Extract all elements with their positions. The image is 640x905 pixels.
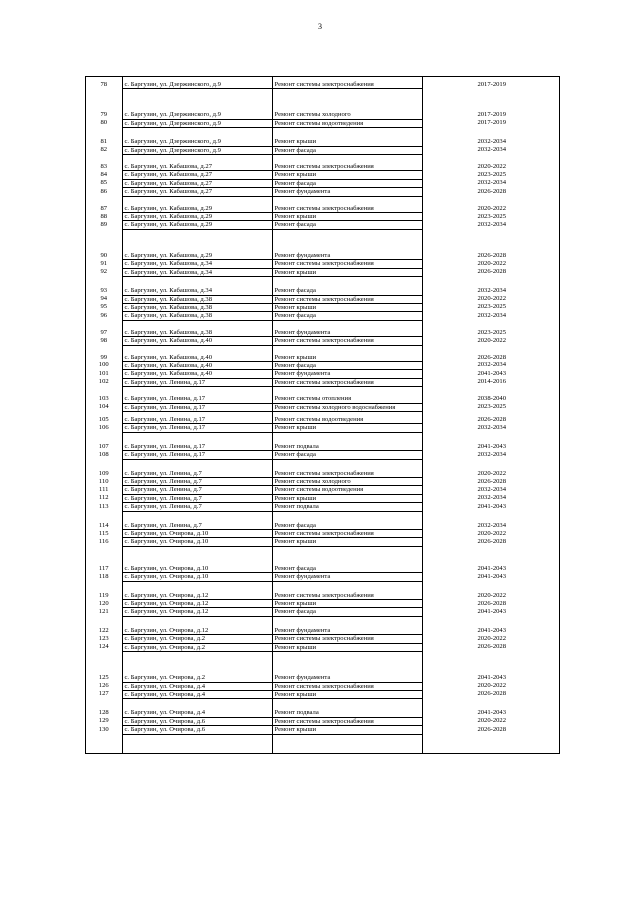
row-number: 78 [100,81,108,88]
row-period: 2032-2034 [422,179,561,187]
row-work-type: Ремонт системы электроснабжения [272,530,422,538]
row-address: с. Баргузин, ул. Очирова, д.2 [122,674,272,682]
row-address: с. Баргузин, ул. Кабашова, д.38 [122,303,272,311]
table-row [86,205,561,213]
row-work-type: Ремонт крыши [272,268,422,276]
row-work-type: Ремонт фасада [272,565,422,573]
row-period: 2032-2034 [422,312,561,320]
row-period: 2041-2043 [422,627,561,635]
table-row [86,361,561,369]
row-spacer [86,734,561,753]
row-work-type: Ремонт фасада [272,361,422,369]
row-spacer [86,320,561,329]
row-number: 127 [98,690,109,698]
row-period: 2023-2025 [422,329,561,337]
row-address: с. Баргузин, ул. Кабашова, д.27 [122,163,272,171]
row-work-type: Ремонт крыши [272,643,422,651]
row-period: 2020-2022 [422,295,561,303]
row-address: с. Баргузин, ул. Очирова, д.6 [122,726,272,734]
table-row [86,329,561,337]
row-period: 2041-2043 [422,674,561,682]
row-work-type: Ремонт фасада [272,179,422,187]
row-address: с. Баргузин, ул. Кабашова, д.40 [122,361,272,369]
row-number: 89 [100,220,108,228]
row-number: 118 [98,572,109,580]
table-row [86,416,561,424]
row-period: 2026-2028 [422,690,561,698]
row-period: 2020-2022 [422,205,561,213]
table-row [86,494,561,502]
table-row [86,443,561,451]
table-row [86,370,561,378]
row-address: с. Баргузин, ул. Очирова, д.10 [122,573,272,581]
row-number: 81 [100,138,108,146]
row-period: 2026-2028 [422,188,561,196]
row-spacer [86,229,561,252]
row-number: 105 [98,415,109,423]
row-spacer [86,699,561,710]
row-number: 91 [100,259,108,267]
row-period: 2020-2022 [422,592,561,600]
row-number: 80 [100,119,108,127]
row-number: 82 [100,146,108,154]
repair-schedule-table [85,76,560,754]
row-spacer [86,196,561,205]
row-period: 2032-2034 [422,287,561,295]
row-work-type: Ремонт фундамента [272,329,422,337]
row-number: 93 [100,287,108,295]
row-period: 2023-2025 [422,403,561,411]
row-number: 112 [98,494,109,502]
row-number: 113 [98,502,109,510]
row-number: 107 [98,442,109,450]
row-work-type: Ремонт фасада [272,221,422,229]
row-number: 100 [98,361,109,369]
row-address: с. Баргузин, ул. Ленина, д.17 [122,424,272,432]
row-work-type: Ремонт системы водоотведения [272,119,422,127]
table-row [86,287,561,295]
row-spacer [86,89,561,112]
row-address: с. Баргузин, ул. Дзержинского, д.9 [122,119,272,127]
row-number: 104 [98,403,109,411]
row-number: 79 [100,111,108,119]
row-number: 125 [98,674,109,682]
row-number: 122 [98,626,109,634]
row-period: 2032-2034 [422,486,561,494]
row-period: 2023-2025 [422,213,561,221]
row-period: 2041-2043 [422,565,561,573]
row-address: с. Баргузин, ул. Кабашова, д.40 [122,337,272,345]
table-row [86,268,561,276]
row-period: 2023-2025 [422,171,561,179]
row-period: 2041-2043 [422,503,561,511]
row-work-type: Ремонт фасада [272,522,422,530]
row-period: 2026-2028 [422,600,561,608]
row-spacer [86,616,561,627]
table-row [86,503,561,511]
row-period: 2032-2034 [422,146,561,154]
row-work-type: Ремонт фасада [272,451,422,459]
row-work-type: Ремонт фасада [272,287,422,295]
row-spacer [86,155,561,164]
row-address: с. Баргузин, ул. Ленина, д.7 [122,470,272,478]
row-period: 2017-2019 [422,119,561,127]
row-address: с. Баргузин, ул. Ленина, д.17 [122,378,272,386]
table-row [86,592,561,600]
table-row [86,395,561,403]
row-period: 2026-2028 [422,478,561,486]
row-address: с. Баргузин, ул. Кабашова, д.29 [122,221,272,229]
row-period: 2041-2043 [422,608,561,616]
table-row [86,146,561,154]
row-number: 111 [99,485,109,493]
row-number: 94 [100,295,108,302]
row-address: с. Баргузин, ул. Очирова, д.10 [122,530,272,538]
table-row [86,470,561,478]
row-address: с. Баргузин, ул. Кабашова, д.38 [122,312,272,320]
row-spacer [86,432,561,443]
row-period: 2020-2022 [422,682,561,690]
row-address: с. Баргузин, ул. Ленина, д.7 [122,522,272,530]
row-number: 95 [100,303,108,311]
row-period: 2026-2028 [422,252,561,260]
row-work-type: Ремонт системы электроснабжения [272,378,422,386]
row-work-type: Ремонт фундамента [272,573,422,581]
row-work-type: Ремонт крыши [272,424,422,432]
row-work-type: Ремонт системы водоотведения [272,416,422,424]
table-row [86,260,561,268]
row-number: 115 [98,529,109,537]
row-address: с. Баргузин, ул. Ленина, д.17 [122,403,272,411]
row-spacer [86,459,561,470]
row-number: 99 [100,353,108,361]
table-row [86,213,561,221]
row-address: с. Баргузин, ул. Кабашова, д.29 [122,252,272,260]
row-number: 124 [98,643,109,651]
row-address: с. Баргузин, ул. Кабашова, д.40 [122,354,272,362]
table-row [86,295,561,303]
row-number: 130 [98,725,109,733]
table-row [86,81,561,89]
row-number: 116 [98,537,109,545]
row-work-type: Ремонт подвала [272,709,422,717]
row-work-type: Ремонт фундамента [272,370,422,378]
row-period: 2020-2022 [422,470,561,478]
row-work-type: Ремонт системы электроснабжения [272,337,422,345]
row-address: с. Баргузин, ул. Кабашова, д.38 [122,295,272,303]
row-number: 90 [100,251,108,259]
table-row [86,188,561,196]
row-work-type: Ремонт крыши [272,494,422,502]
row-work-type: Ремонт фасада [272,146,422,154]
row-work-type: Ремонт системы электроснабжения [272,81,422,89]
table-row [86,163,561,171]
table-row [86,600,561,608]
row-number: 102 [98,378,109,386]
row-address: с. Баргузин, ул. Очирова, д.4 [122,709,272,717]
row-period: 2032-2034 [422,494,561,502]
table-row [86,354,561,362]
table-row [86,119,561,127]
table-row [86,682,561,690]
row-period: 2020-2022 [422,337,561,345]
row-address: с. Баргузин, ул. Дзержинского, д.9 [122,81,272,89]
row-number: 103 [98,395,109,403]
row-number: 98 [100,336,108,344]
row-work-type: Ремонт системы электроснабжения [272,635,422,643]
row-address: с. Баргузин, ул. Ленина, д.7 [122,503,272,511]
row-address: с. Баргузин, ул. Ленина, д.17 [122,416,272,424]
row-work-type: Ремонт системы электроснабжения [272,470,422,478]
row-period: 2041-2043 [422,443,561,451]
row-address: с. Баргузин, ул. Ленина, д.7 [122,478,272,486]
table-row [86,627,561,635]
row-work-type: Ремонт системы электроснабжения [272,260,422,268]
table-row [86,674,561,682]
row-number: 110 [98,477,109,485]
row-work-type: Ремонт фасада [272,608,422,616]
row-work-type: Ремонт системы электроснабжения [272,592,422,600]
row-spacer [86,387,561,396]
row-address: с. Баргузин, ул. Очирова, д.6 [122,717,272,725]
table-row [86,726,561,734]
page-number: 3 [318,22,322,31]
row-number: 114 [98,521,109,529]
row-address: с. Баргузин, ул. Очирова, д.12 [122,627,272,635]
row-number: 101 [98,369,109,377]
row-work-type: Ремонт фундамента [272,188,422,196]
row-address: с. Баргузин, ул. Кабашова, д.29 [122,205,272,213]
row-work-type: Ремонт крыши [272,600,422,608]
row-address: с. Баргузин, ул. Очирова, д.12 [122,608,272,616]
table-row [86,378,561,386]
row-period: 2032-2034 [422,451,561,459]
row-period: 2032-2034 [422,522,561,530]
table-body [86,77,561,753]
row-number: 121 [98,607,109,615]
table-row [86,478,561,486]
row-number: 87 [100,204,108,212]
row-number: 106 [98,423,109,431]
row-number: 83 [100,163,108,171]
table-row [86,635,561,643]
table-row [86,709,561,717]
row-address: с. Баргузин, ул. Очирова, д.12 [122,600,272,608]
row-address: с. Баргузин, ул. Кабашова, д.34 [122,268,272,276]
row-number: 119 [98,591,109,599]
row-period: 2041-2043 [422,573,561,581]
row-address: с. Баргузин, ул. Дзержинского, д.9 [122,111,272,119]
table-row [86,111,561,119]
row-period: 2020-2022 [422,635,561,643]
table-row [86,522,561,530]
row-number: 85 [100,179,108,187]
table-row [86,530,561,538]
table-row [86,451,561,459]
row-spacer [86,652,561,675]
table-row [86,312,561,320]
table-row [86,565,561,573]
row-address: с. Баргузин, ул. Ленина, д.17 [122,451,272,459]
row-work-type: Ремонт системы холодного [272,478,422,486]
table-row [86,179,561,187]
row-number: 92 [100,268,108,276]
row-number: 108 [98,450,109,458]
row-work-type: Ремонт крыши [272,171,422,179]
row-address: с. Баргузин, ул. Дзержинского, д.9 [122,146,272,154]
row-number: 86 [100,187,108,195]
row-address: с. Баргузин, ул. Кабашова, д.34 [122,287,272,295]
row-period: 2023-2025 [422,303,561,311]
row-work-type: Ремонт крыши [272,726,422,734]
row-period: 2026-2028 [422,643,561,651]
table-row [86,717,561,725]
row-work-type: Ремонт системы электроснабжения [272,682,422,690]
table-row [86,643,561,651]
table-row [86,403,561,411]
row-period: 2032-2034 [422,361,561,369]
row-number: 129 [98,717,109,725]
row-work-type: Ремонт системы водоотведения [272,486,422,494]
row-address: с. Баргузин, ул. Кабашова, д.27 [122,179,272,187]
row-address: с. Баргузин, ул. Кабашова, д.34 [122,260,272,268]
row-period: 2014-2016 [422,378,561,386]
row-address: с. Баргузин, ул. Очирова, д.4 [122,682,272,690]
row-period: 2020-2022 [422,163,561,171]
table-row [86,486,561,494]
row-work-type: Ремонт крыши [272,538,422,546]
row-work-type: Ремонт подвала [272,503,422,511]
row-period: 2041-2043 [422,709,561,717]
row-address: с. Баргузин, ул. Ленина, д.17 [122,443,272,451]
row-work-type: Ремонт подвала [272,443,422,451]
row-address: с. Баргузин, ул. Дзержинского, д.9 [122,138,272,146]
row-work-type: Ремонт системы холодного [272,111,422,119]
row-work-type: Ремонт фасада [272,312,422,320]
row-number: 96 [100,311,108,319]
row-address: с. Баргузин, ул. Очирова, д.10 [122,538,272,546]
row-period: 2020-2022 [422,717,561,725]
row-address: с. Баргузин, ул. Очирова, д.2 [122,643,272,651]
table-row [86,171,561,179]
row-period: 2032-2034 [422,424,561,432]
row-address: с. Баргузин, ул. Ленина, д.17 [122,395,272,403]
row-work-type: Ремонт крыши [272,690,422,698]
row-work-type: Ремонт системы отопления [272,395,422,403]
row-address: с. Баргузин, ул. Кабашова, д.38 [122,329,272,337]
row-work-type: Ремонт фундамента [272,252,422,260]
row-spacer [86,128,561,139]
row-spacer [86,277,561,288]
row-spacer [86,511,561,522]
row-period: 2017-2019 [422,111,561,119]
row-work-type: Ремонт системы электроснабжения [272,717,422,725]
row-address: с. Баргузин, ул. Очирова, д.10 [122,565,272,573]
table-row [86,303,561,311]
row-period: 2026-2028 [422,416,561,424]
row-period: 2026-2028 [422,538,561,546]
row-number: 88 [100,212,108,220]
table-row [86,252,561,260]
row-work-type: Ремонт системы электроснабжения [272,205,422,213]
row-address: с. Баргузин, ул. Ленина, д.7 [122,486,272,494]
table-row [86,690,561,698]
row-period: 2020-2022 [422,260,561,268]
row-number: 109 [98,469,109,477]
row-number: 97 [100,328,108,336]
row-work-type: Ремонт системы электроснабжения [272,163,422,171]
row-work-type: Ремонт крыши [272,354,422,362]
row-period: 2032-2034 [422,221,561,229]
row-work-type: Ремонт системы холодного водоснабжения [272,403,422,411]
row-spacer [86,345,561,354]
row-period: 2041-2043 [422,370,561,378]
row-work-type: Ремонт фундамента [272,674,422,682]
row-work-type: Ремонт крыши [272,138,422,146]
table-row [86,138,561,146]
table-row [86,573,561,581]
row-work-type: Ремонт крыши [272,213,422,221]
row-number: 126 [98,682,109,689]
row-address: с. Баргузин, ул. Очирова, д.2 [122,635,272,643]
row-address: с. Баргузин, ул. Очирова, д.12 [122,592,272,600]
row-period: 2026-2028 [422,726,561,734]
row-spacer [86,546,561,565]
table-row [86,608,561,616]
row-period: 2020-2022 [422,530,561,538]
table-row [86,221,561,229]
row-number: 120 [98,599,109,607]
table-row [86,538,561,546]
row-number: 123 [98,634,109,642]
row-spacer [86,581,561,592]
row-address: с. Баргузин, ул. Ленина, д.7 [122,494,272,502]
row-work-type: Ремонт крыши [272,303,422,311]
row-work-type: Ремонт системы электроснабжения [272,295,422,303]
table-row [86,337,561,345]
row-period: 2026-2028 [422,268,561,276]
row-period: 2032-2034 [422,138,561,146]
row-period: 2038-2040 [422,395,561,403]
row-address: с. Баргузин, ул. Кабашова, д.27 [122,171,272,179]
row-number: 117 [98,564,109,572]
row-period: 2026-2028 [422,354,561,362]
row-work-type: Ремонт фундамента [272,627,422,635]
row-address: с. Баргузин, ул. Кабашова, д.40 [122,370,272,378]
table-row [86,424,561,432]
row-number: 84 [100,170,108,178]
row-address: с. Баргузин, ул. Очирова, д.4 [122,690,272,698]
row-number: 128 [98,709,109,717]
row-period: 2017-2019 [422,81,561,89]
row-address: с. Баргузин, ул. Кабашова, д.29 [122,213,272,221]
row-address: с. Баргузин, ул. Кабашова, д.27 [122,188,272,196]
